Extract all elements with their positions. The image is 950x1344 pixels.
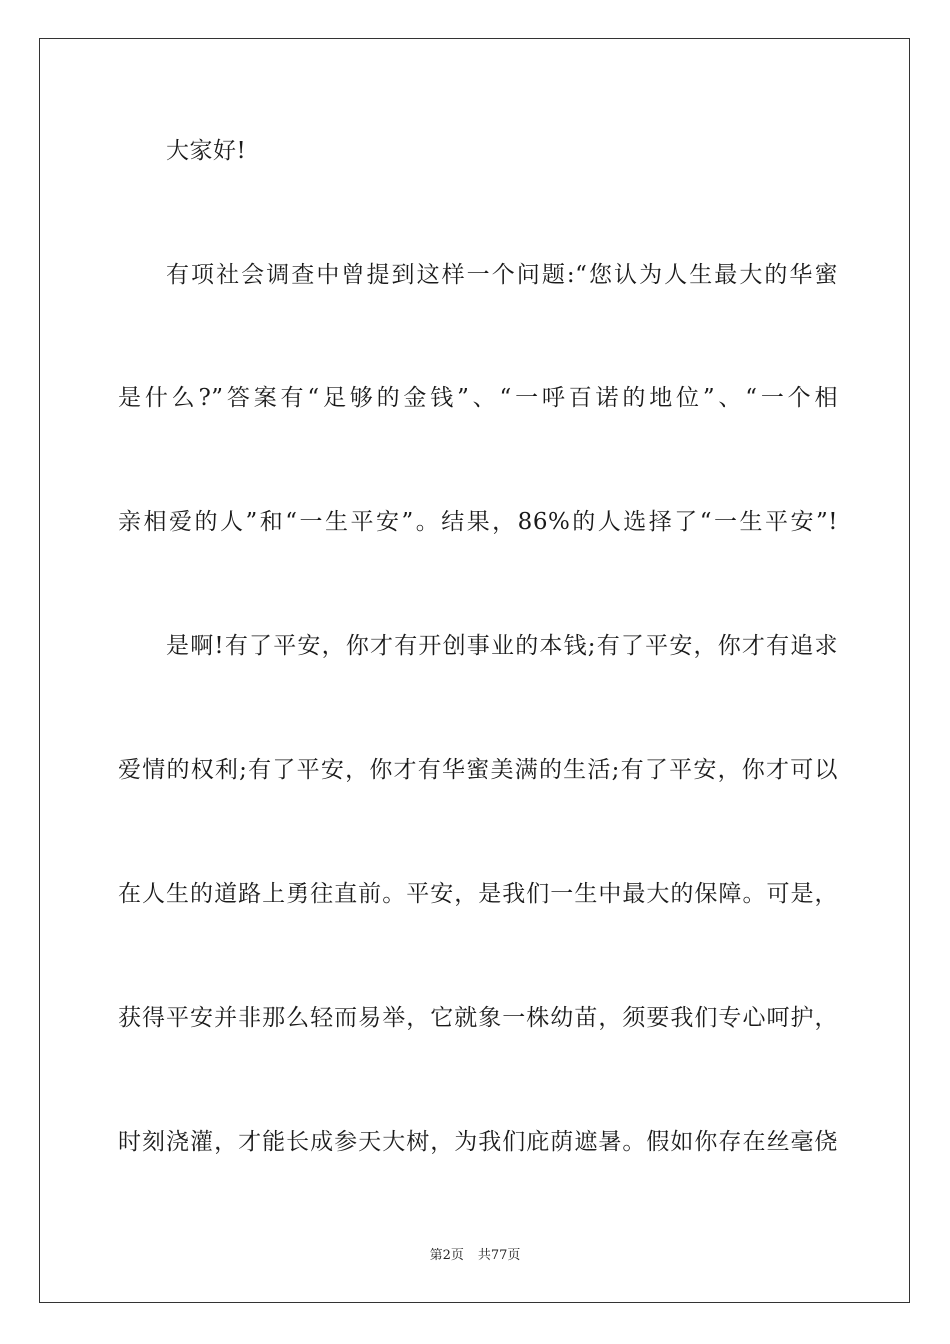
paragraph-line: 是啊!有了平安，你才有开创事业的本钱;有了平安，你才有追求: [166, 633, 838, 659]
page-total: 共77页: [477, 1248, 521, 1263]
paragraph-line: 有项社会调查中曾提到这样一个问题:“您认为人生最大的华蜜: [166, 262, 838, 288]
paragraph-line-greeting: 大家好!: [166, 138, 247, 164]
paragraph-line: 亲相爱的人”和“一生平安”。结果，86%的人选择了“一生平安”!: [118, 509, 838, 535]
paragraph-line: 在人生的道路上勇往直前。平安，是我们一生中最大的保障。可是，: [118, 881, 838, 907]
paragraph-line: 时刻浇灌，才能长成参天大树，为我们庇荫遮暑。假如你存在丝毫侥: [118, 1129, 838, 1155]
paragraph-line: 获得平安并非那么轻而易举，它就象一株幼苗，须要我们专心呵护，: [118, 1005, 838, 1031]
page-border: [39, 38, 910, 1303]
paragraph-line: 爱情的权利;有了平安，你才有华蜜美满的生活;有了平安，你才可以: [118, 757, 838, 783]
paragraph-line: 是什么?”答案有“足够的金钱”、“一呼百诺的地位”、“一个相: [118, 385, 838, 411]
page-number: 第2页: [429, 1248, 464, 1263]
page-footer: [0, 1247, 950, 1265]
